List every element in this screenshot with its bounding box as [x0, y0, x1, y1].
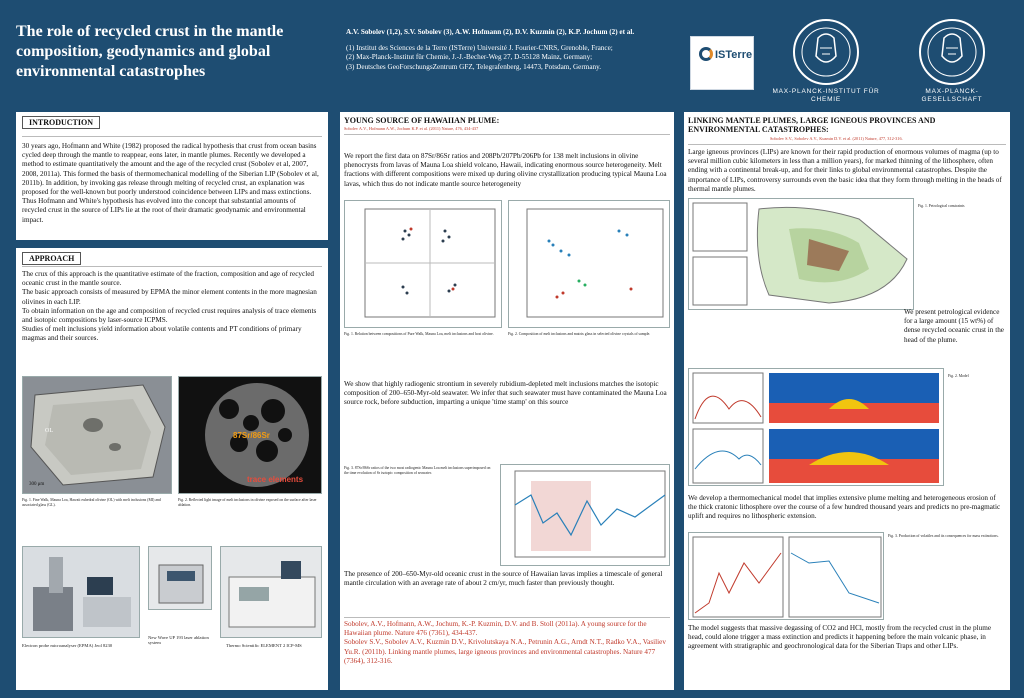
- figure-caption: Fig. 3. 87Sr/86Sr ratios of the two most radiogenic Mauna Loa melt inclusions superimposed on the time evolution of Sr isotopic composition of seawater.: [344, 466, 491, 475]
- plume-figure-2: [508, 200, 670, 328]
- minerva-logo-icon: [916, 16, 988, 88]
- plume-intro-text: We report the first data on 87Sr/86Sr ratios and 208Pb/207Pb/206Pb for 138 melt inclusions in olivine phenocrysts from lavas of Mauna Loa shield volcano, Hawaii, indicating enormous source heterogeneity. Melt fractions with different compositions were mixed up during olivine crystallization producing typical Mauna Loa lavas, which thus do not indicate mantle source heterogeneity: [344, 152, 667, 188]
- linking-plumes-panel: [684, 112, 1010, 690]
- approach-paragraph: Studies of melt inclusions yield information about volatile contents and PT conditions of primary magmas and their sources.: [22, 325, 302, 343]
- plume-figure-3: [500, 464, 670, 566]
- icpms-instrument-image: [221, 547, 323, 639]
- epma-instrument-image: [23, 547, 141, 639]
- approach-panel: [16, 248, 328, 690]
- divider: [22, 136, 322, 137]
- instrument-label: Thermo Scientific ELEMENT 2 ICP-MS: [226, 643, 302, 648]
- approach-heading: APPROACH: [22, 252, 81, 265]
- linking-figure-1: [688, 198, 914, 310]
- figure-caption: Fig. 2. Composition of melt inclusions and matrix glass in selected olivine crystals of sample.: [508, 332, 651, 336]
- isterre-mark-icon: [699, 47, 713, 61]
- mpi-caption: MAX-PLANCK-INSTITUT FÜR CHEMIE: [772, 88, 880, 103]
- linking-citation: Sobolev S.V., Sobolev A.V., Kuzmin D.V. et al. (2011) Nature, 477, 312-316.: [770, 136, 903, 141]
- linking-figure-3: [688, 532, 884, 620]
- trace-elements-label: trace elements: [247, 475, 304, 484]
- siberian-map-image: [689, 199, 915, 311]
- divider: [344, 134, 670, 135]
- hawaiian-plume-heading: YOUNG SOURCE OF HAWAIIAN PLUME:: [344, 116, 500, 125]
- figure-caption: Fig. 1. Fine Walk, Mauna Loa, Hawaii euhedral olivine (OL) with melt inclusions (MI) and associated glass (GL).: [22, 498, 161, 507]
- poster-header: [0, 0, 1024, 110]
- mpg-caption: MAX-PLANCK-GESELLSCHAFT: [921, 88, 983, 103]
- linking-heading: LINKING MANTLE PLUMES, LARGE IGNEOUS PROVINCES AND ENVIRONMENTAL CATASTROPHES:: [688, 116, 936, 134]
- hawaiian-plume-panel: [340, 112, 674, 690]
- figure-caption: Fig. 2. Model: [948, 374, 969, 378]
- divider: [344, 617, 670, 618]
- figure-caption: Fig. 3. Production of volatiles and its consequences for mass extinctions.: [888, 534, 999, 538]
- approach-paragraph: The crux of this approach is the quantitative estimate of the fraction, composition and age of recycled oceanic crust in the mantle source.: [22, 270, 314, 288]
- linking-figure-2: [688, 368, 944, 486]
- poster-title: The role of recycled crust in the mantle composition, geodynamics and global environmental catastrophes: [16, 23, 284, 80]
- inclusion-photo: [178, 376, 322, 494]
- affiliation-1: (1) Institut des Sciences de la Terre (ISTerre) Université J. Fourier-CNRS, Grenoble, France;: [346, 43, 613, 52]
- introduction-panel: [16, 112, 328, 240]
- figure-caption: Fig. 1. Petrological constraints: [918, 204, 965, 208]
- volatiles-plot-image: [689, 533, 885, 621]
- olivine-label: OL: [45, 428, 53, 434]
- timescale-text: The presence of 200–650-Myr-old oceanic crust in the source of Hawaiian lavas implies a timescale of general mantle circulation with an average rate of about 2 cm/yr, much faster than previously thought.: [344, 570, 663, 588]
- olivine-photo: [22, 376, 172, 494]
- plume-model-image: [689, 369, 945, 487]
- isterre-logo-text: ISTerre: [715, 49, 753, 61]
- thermomechanical-text: We develop a thermomechanical model that implies extensive plume melting and heterogeneous erosion of the thick cratonic lithosphere over the course of a few hundred thousand years and predicts no pre-magmatic uplift and requires no lithospheric extension.: [688, 494, 1001, 521]
- plume-figure-1: [344, 200, 502, 328]
- affiliation-2: (2) Max-Planck-Institut für Chemie, J.-J.-Becher-Weg 27, D-55128 Mainz, Germany;: [346, 53, 593, 61]
- approach-text: [22, 270, 322, 344]
- seawater-text: We show that highly radiogenic strontium in severely rubidium-depleted melt inclusions matches the isotopic composition of 200–650-Myr-old seawater. We infer that such seawater must have contaminated the Mauna Loa source rock, before subduction, imparting a unique 'time stamp' on this source: [344, 380, 667, 407]
- isterre-logo: [690, 36, 754, 90]
- icpms-photo: [220, 546, 322, 638]
- figure-caption: Fig. 2. Reflected light image of melt inclusions in olivine exposed on the surface after laser ablation.: [178, 498, 317, 507]
- petrological-evidence-text: We present petrological evidence for a large amount (15 wt%) of dense recycled oceanic crust in the head of the plume.: [904, 308, 1004, 344]
- sr-ratio-label: 87Sr/86Sr: [233, 431, 270, 440]
- scale-bar-label: 300 μm: [29, 482, 45, 487]
- figure-caption: Fig. 1. Relation between compositions of Pure Walk, Mauna Loa, melt inclusions and host olivine.: [344, 332, 494, 336]
- seawater-curve-image: [501, 465, 671, 567]
- hawaiian-plume-citation: Sobolev A.V., Hofmann A.W., Jochum K.P. et al. (2011) Nature, 476, 434-437: [344, 126, 479, 131]
- linking-intro-text: Large igneous provinces (LIPs) are known for their rapid production of enormous volumes of magma (up to several million cubic kilometers in less than a million years), for marked thinning of the lithosphere, often ending with a continental break-up, and for their links to global environmental catastrophes. Despite the importance of LIPs, controversy surrounds even the basic idea that they form through melting in the heads of thermal mantle plumes.: [688, 148, 1002, 193]
- laser-ablation-image: [149, 547, 213, 611]
- instrument-label: Electron probe microanalyser (EPMA) Jeol 8230: [22, 643, 113, 648]
- composition-plot-image: [509, 201, 671, 329]
- degassing-text: The model suggests that massive degassing of CO2 and HCl, mostly from the recycled crust in the plume head, could alone trigger a mass extinction and predicts it happening before the main volcanic phase, in agreement with stratigraphic and geochronological data for the Siberian Traps and other LIPs.: [688, 624, 992, 651]
- scatter-plot-image: [345, 201, 503, 329]
- olivine-crystal-image: [23, 377, 173, 495]
- author-names: A.V. Sobolev (1,2), S.V. Sobolev (3), A.W. Hofmann (2), D.V. Kuzmin (2), K.P. Jochum (2) et al.: [346, 28, 635, 36]
- instrument-label: New Wave UP 193 laser ablation system: [148, 635, 209, 645]
- introduction-text: 30 years ago, Hofmann and White (1982) proposed the radical hypothesis that crust from ocean basins cycled deep through the mantle to reappear, eons later, in mantle plumes. Recently we developed a method to estimate quantitatively the amount and the age of the recycled crust (Sobolev et al, 2007, 2008, 2011a). This formed the basis of thermomechanical modelling of the Siberian LIP (Sobolev et al, 2011b). In addition, by invoking gas release through melting of recycled crust, an explanation was proposed for the well-known but poorly understood coincidence between LIPs and mass extinctions. Thus Hofmann and White's hypothesis has evolved into the concept that substantial amounts of recycled crust in the source of LIPs lie at the root of their dramatic geodynamic and environmental impact.: [22, 142, 319, 224]
- divider: [688, 144, 1006, 145]
- approach-paragraph: The basic approach consists of measured by EPMA the minor element contents in the more magnesian olivines in each LIP.: [22, 288, 317, 306]
- approach-paragraph: To obtain information on the age and composition of recycled crust requires analysis of trace elements and isotopic compositions by laser-source ICPMS.: [22, 306, 317, 325]
- laser-photo: [148, 546, 212, 610]
- divider: [22, 266, 322, 267]
- affiliation-3: (3) Deutsches GeoForschungsZentrum GFZ, Telegrafenberg, 14473, Potsdam, Germany.: [346, 62, 602, 71]
- introduction-heading: INTRODUCTION: [22, 116, 100, 129]
- references: Sobolev, A.V., Hofmann, A.W., Jochum, K.-P. Kuzmin, D.V. and B. Stoll (2011a). A young source for the Hawaiian plume. Nature 476 (7361), 434-437. Sobolev S.V., Sobolev A.V., Kuzmin D.V., Krivolutskaya N.A., Petrunin A.G., Arndt N.T., Radko V.A., Vasiliev Yu.R. (2011b). Linking mantle plumes, large igneous provinces and environmental catastrophes. Nature 477 (7364), 312-316.: [344, 620, 666, 665]
- epma-photo: [22, 546, 140, 638]
- author-block: [346, 28, 686, 72]
- minerva-logo-icon: [790, 16, 862, 88]
